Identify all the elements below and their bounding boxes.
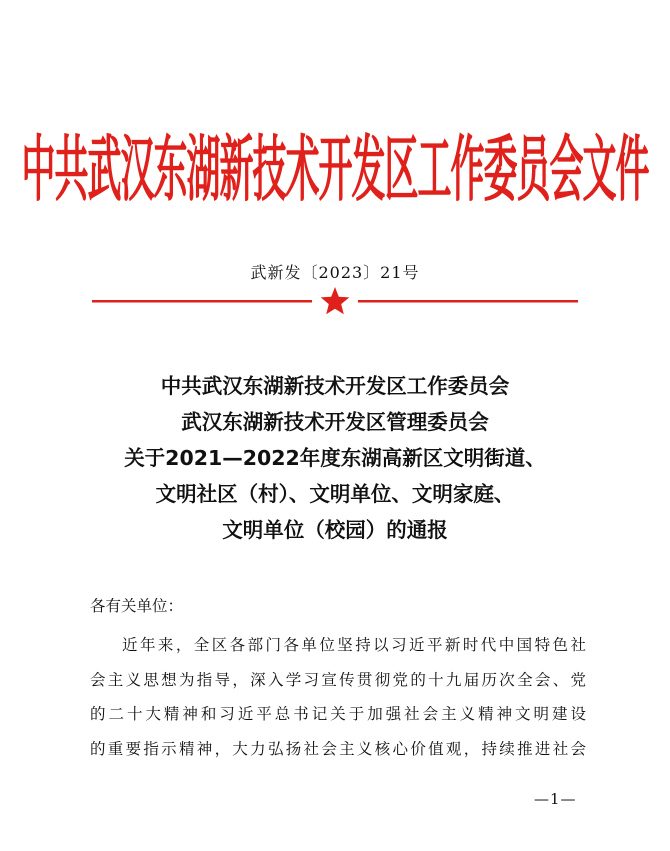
body-line: 近年来，全区各部门各单位坚持以习近平新时代中国特色社 bbox=[122, 636, 586, 654]
page-number: —1— bbox=[534, 790, 577, 808]
body-line: 的二十大精神和习近平总书记关于加强社会主义精神文明建设 bbox=[90, 705, 586, 723]
title-line: 武汉东湖新技术开发区管理委员会 bbox=[181, 410, 489, 434]
document-number: 武新发〔2023〕21号 bbox=[250, 263, 420, 282]
body-text bbox=[90, 628, 586, 766]
salutation: 各有关单位： bbox=[90, 597, 184, 615]
title-line: 文明社区（村）、文明单位、文明家庭、 bbox=[155, 482, 515, 506]
body-line: 的重要指示精神，大力弘扬社会主义核心价值观，持续推进社会 bbox=[90, 739, 586, 758]
separator-line-right bbox=[358, 300, 578, 303]
masthead-title: 中共武汉东湖新技术开发区工作委员会文件 bbox=[21, 128, 649, 213]
title-line: 关于2021—2022年度东湖高新区文明街道、 bbox=[124, 446, 546, 470]
body-line: 会主义思想为指导，深入学习宣传贯彻党的十九届历次全会、党 bbox=[90, 670, 586, 689]
title-line: 中共武汉东湖新技术开发区工作委员会 bbox=[160, 374, 510, 398]
separator-line-left bbox=[92, 300, 312, 303]
star-icon bbox=[321, 287, 350, 314]
red-separator bbox=[92, 286, 578, 316]
document-title bbox=[0, 368, 670, 548]
title-line: 文明单位（校园）的通报 bbox=[222, 518, 448, 542]
